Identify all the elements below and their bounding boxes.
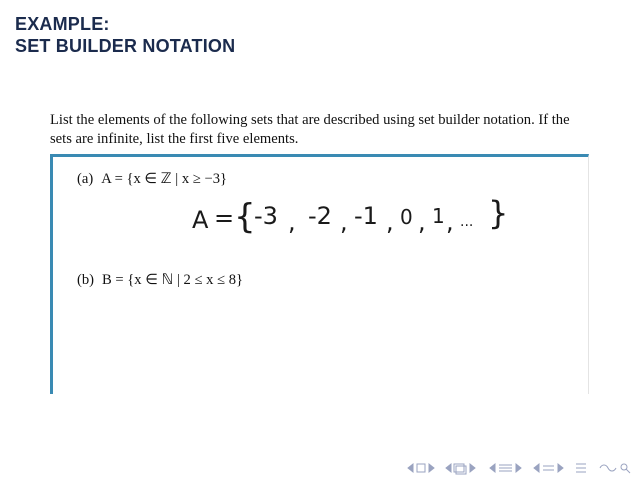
problem-a <box>77 170 227 188</box>
hand-equals: = <box>214 204 235 232</box>
instructions-text: List the elements of the following sets that are described using set builder notation. If the sets are infinite, list the first five elements. <box>50 112 570 147</box>
hand-element: ... <box>460 214 474 230</box>
section-icon[interactable] <box>490 464 521 472</box>
slide-title <box>15 13 235 57</box>
hand-comma: , <box>418 208 426 236</box>
hand-set-name: A <box>192 206 209 234</box>
title-line-1: EXAMPLE: <box>15 14 110 34</box>
hand-open-brace: { <box>234 197 256 237</box>
problem-b <box>77 271 243 289</box>
hand-comma: , <box>386 208 394 236</box>
section-icon[interactable] <box>534 464 563 472</box>
hand-element: 0 <box>400 205 413 229</box>
hand-element: -1 <box>354 202 378 230</box>
problem-b-expression: B = {x ∈ ℕ | 2 ≤ x ≤ 8} <box>102 272 244 288</box>
hand-element: -2 <box>308 202 332 230</box>
nav-left-icon[interactable] <box>408 464 413 472</box>
subsection-icon[interactable] <box>446 464 475 474</box>
hand-close-brace: } <box>488 194 509 232</box>
hand-element: -3 <box>254 202 278 230</box>
hand-comma: , <box>288 208 296 236</box>
title-line-2: SET BUILDER NOTATION <box>15 36 236 56</box>
frame-icon[interactable] <box>417 464 425 472</box>
hand-comma: , <box>340 208 348 236</box>
hand-element: 1 <box>432 204 445 228</box>
search-icon[interactable] <box>600 464 630 473</box>
align-icon[interactable] <box>576 464 586 472</box>
handwritten-answer-a <box>190 190 520 240</box>
nav-right-icon[interactable] <box>429 464 434 472</box>
beamer-navigation-bar <box>406 461 636 475</box>
problem-b-label: (b) <box>77 272 95 288</box>
problem-a-expression: A = {x ∈ ℤ | x ≥ −3} <box>101 171 227 187</box>
problem-a-label: (a) <box>77 171 94 187</box>
hand-comma: , <box>446 208 454 236</box>
